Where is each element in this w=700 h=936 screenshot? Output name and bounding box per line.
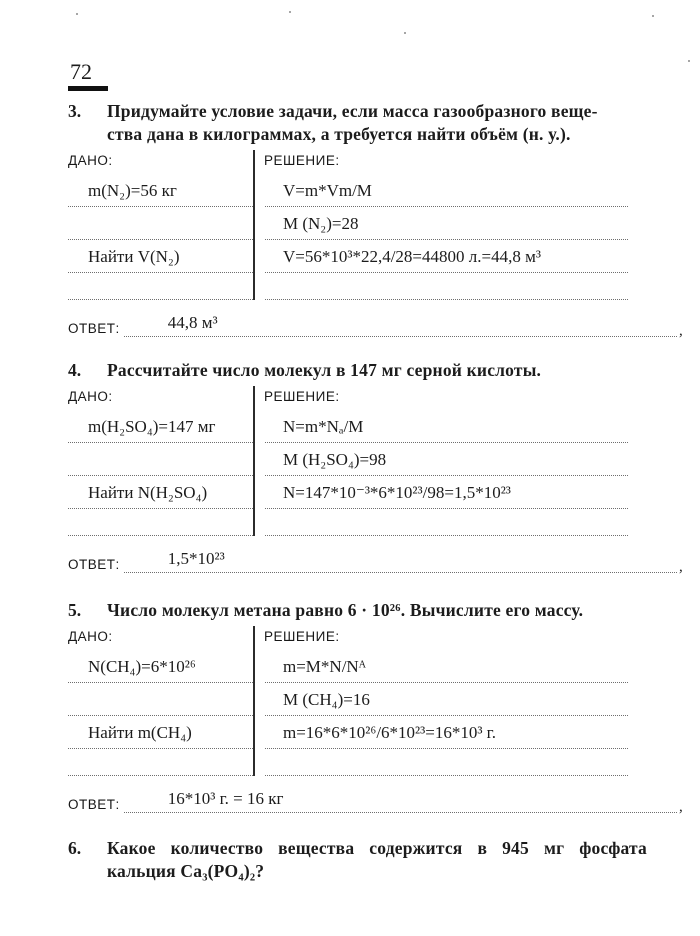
statement-line: кальция Ca₃(PO₄)₂?: [107, 861, 265, 881]
answer-row: [68, 546, 687, 573]
solution-table: [68, 386, 628, 536]
answer-row: [68, 786, 687, 813]
problem-6: [68, 837, 700, 883]
problem-4: [68, 359, 700, 573]
solution-table: [68, 150, 628, 300]
problem-3: [68, 100, 700, 337]
answer-line-tail: ,: [679, 323, 683, 339]
answer-value: 16*10³ г. = 16 кг: [167, 789, 284, 808]
answer-blank-line: [124, 546, 677, 573]
given-row: m(N₂)=56 кг: [68, 174, 253, 207]
solution-row: [265, 273, 628, 300]
given-column: [68, 386, 253, 536]
given-row: Найти V(N₂): [68, 240, 253, 273]
statement-line: Рассчитайте число молекул в 147 мг серной кислоты.: [107, 360, 542, 380]
given-label: ДАНО:: [68, 629, 113, 644]
scan-speck: [404, 32, 406, 34]
scan-speck: [76, 13, 78, 15]
solution-table: [68, 626, 628, 776]
problem-number: 3.: [68, 101, 82, 121]
solution-row: M (N₂)=28: [265, 207, 628, 240]
solution-row: [265, 509, 628, 536]
answer-blank-line: [124, 310, 677, 337]
problem-6-statement-row: [68, 837, 700, 883]
solution-row: [265, 749, 628, 776]
given-row: Найти m(CH₄): [68, 716, 253, 749]
solution-label: РЕШЕНИЕ:: [264, 389, 340, 404]
solution-column: [253, 386, 628, 536]
solution-column: [253, 150, 628, 300]
answer-label: ОТВЕТ:: [68, 557, 120, 572]
solution-label: РЕШЕНИЕ:: [264, 153, 340, 168]
given-row: N(CH₄)=6*10²⁶: [68, 650, 253, 683]
problem-4-statement-row: [68, 359, 700, 382]
answer-value: 1,5*10²³: [167, 549, 225, 568]
page-number: 72: [68, 60, 108, 91]
problem-3-statement-row: [68, 100, 700, 146]
solution-row: m=16*6*10²⁶/6*10²³=16*10³ г.: [265, 716, 628, 749]
answer-value: 44,8 м³: [167, 313, 218, 332]
solution-row: M (H₂SO₄)=98: [265, 443, 628, 476]
given-label: ДАНО:: [68, 389, 113, 404]
answer-label: ОТВЕТ:: [68, 797, 120, 812]
given-row: [68, 273, 253, 300]
problem-statement: [107, 100, 647, 146]
solution-column: [253, 626, 628, 776]
statement-line: ства дана в килограммах, а требуется найти объём (н. у.).: [107, 124, 571, 144]
given-row: [68, 749, 253, 776]
answer-blank-line: [124, 786, 677, 813]
problem-statement: [107, 837, 647, 883]
given-column: [68, 626, 253, 776]
problem-statement: [107, 599, 647, 622]
solution-row: V=56*10³*22,4/28=44800 л.=44,8 м³: [265, 240, 628, 273]
problem-number: 5.: [68, 600, 82, 620]
given-row: [68, 207, 253, 240]
answer-label: ОТВЕТ:: [68, 321, 120, 336]
problem-5-statement-row: [68, 599, 700, 622]
answer-line-tail: ,: [679, 559, 683, 575]
scan-speck: [289, 11, 291, 13]
scan-speck: [652, 15, 654, 17]
given-row: [68, 443, 253, 476]
solution-label: РЕШЕНИЕ:: [264, 629, 340, 644]
given-row: [68, 509, 253, 536]
solution-row: N=m*Nₐ/M: [265, 410, 628, 443]
given-row: [68, 683, 253, 716]
statement-line: Какое количество вещества содержится в 945 мг фосфата: [107, 838, 647, 858]
statement-line: Придумайте условие задачи, если масса газообразного веще-: [107, 101, 598, 121]
statement-line: Число молекул метана равно 6 · 10²⁶. Вычислите его массу.: [107, 600, 584, 620]
problem-number: 4.: [68, 360, 82, 380]
problem-number: 6.: [68, 838, 82, 858]
problem-5: [68, 599, 700, 813]
given-column: [68, 150, 253, 300]
problem-statement: [107, 359, 647, 382]
answer-row: [68, 310, 687, 337]
solution-row: m=M*N/Nᴬ: [265, 650, 628, 683]
answer-line-tail: ,: [679, 799, 683, 815]
given-row: m(H₂SO₄)=147 мг: [68, 410, 253, 443]
solution-row: M (CH₄)=16: [265, 683, 628, 716]
given-row: Найти N(H₂SO₄): [68, 476, 253, 509]
scan-speck: [688, 60, 690, 62]
solution-row: N=147*10⁻³*6*10²³/98=1,5*10²³: [265, 476, 628, 509]
given-label: ДАНО:: [68, 153, 113, 168]
solution-row: V=m*Vm/M: [265, 174, 628, 207]
